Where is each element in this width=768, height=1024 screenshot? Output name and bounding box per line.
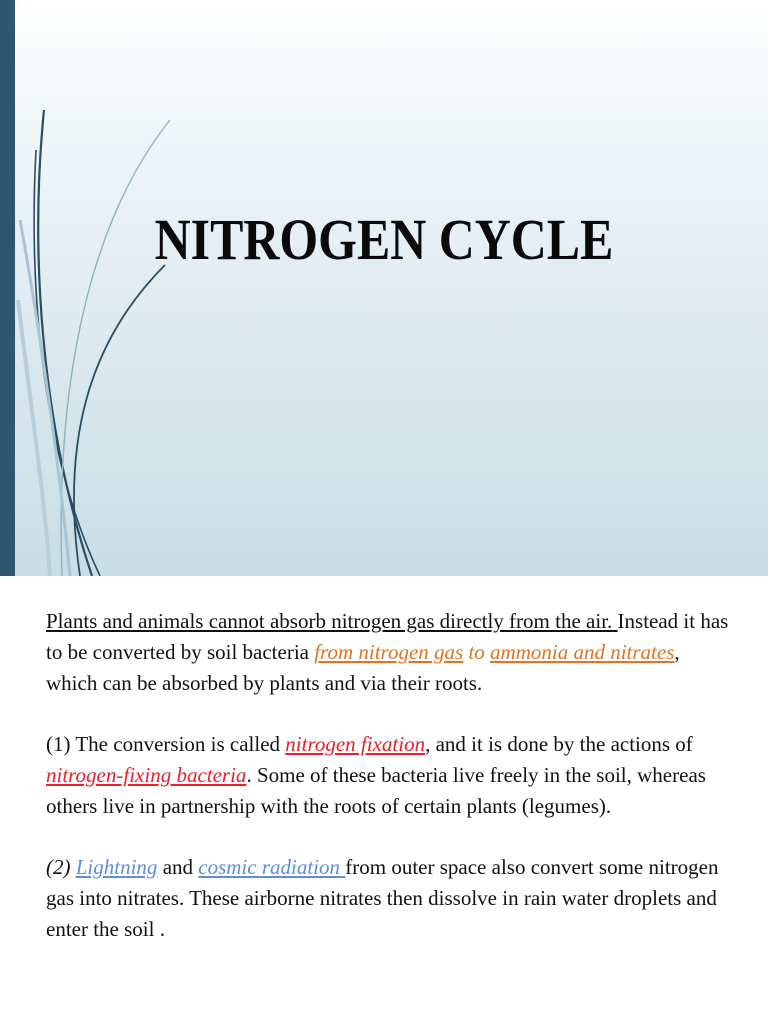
paragraph-1 (46, 606, 736, 699)
p1-underlined-lead: Plants and animals cannot absorb nitrogen gas directly from the air. (46, 609, 618, 633)
slide-title: NITROGEN CYCLE (154, 207, 614, 272)
p2-text: (1) The conversion is called (46, 732, 286, 756)
p3-tail: from outer space also convert some nitrogen gas into nitrates. These airborne nitrates then dissolve in rain water droplets and enter the soil . (46, 855, 719, 941)
p2-nitrogen-fixation: nitrogen fixation (285, 732, 426, 756)
paragraph-3 (46, 852, 736, 945)
p3-cosmic-radiation: cosmic radiation (198, 855, 346, 879)
p1-to: to (463, 640, 491, 664)
p2-tail: . Some of these bacteria live freely in the soil, whereas others live in partnership with the roots of certain plants (legumes). (46, 763, 706, 818)
paragraph-2 (46, 729, 736, 822)
p3-number: (2) (46, 855, 76, 879)
p1-from-nitrogen-gas: from nitrogen gas (314, 640, 464, 664)
p2-text-2: , and it is done by the actions of (425, 732, 693, 756)
p1-ammonia-and-nitrates: ammonia and nitrates (490, 640, 675, 664)
p3-and: and (157, 855, 199, 879)
p1-text: Instead it has to be converted by soil bacteria (46, 609, 729, 664)
p3-lightning: Lightning (75, 855, 158, 879)
body-text (46, 606, 736, 975)
p2-nitrogen-fixing-bacteria: nitrogen-fixing bacteria (46, 763, 247, 787)
p1-tail: , which can be absorbed by plants and via their roots. (46, 640, 680, 695)
